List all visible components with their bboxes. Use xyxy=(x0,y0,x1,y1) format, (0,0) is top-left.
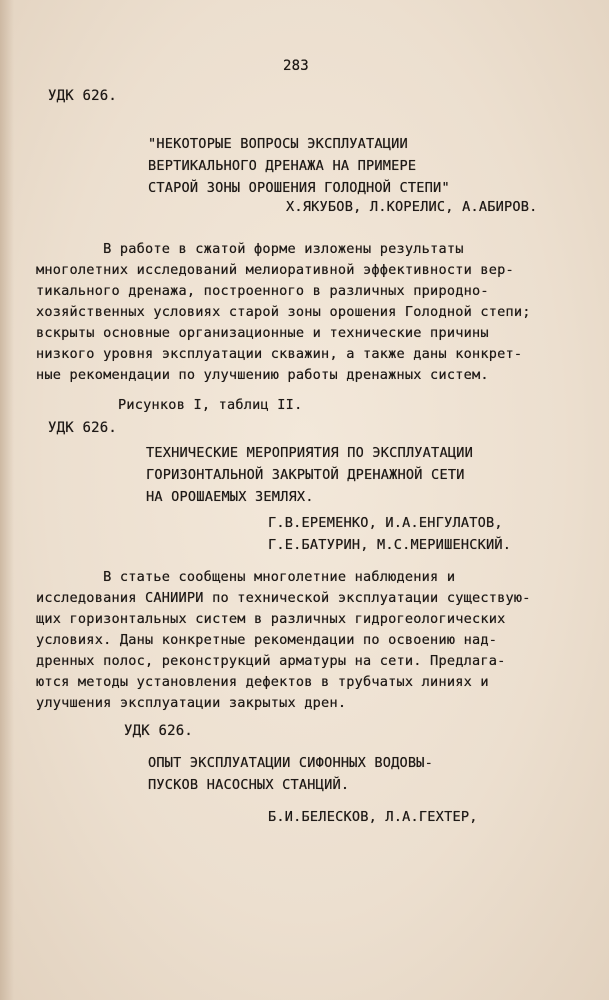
abstract-line: тикального дренажа, построенного в различных природно- xyxy=(36,283,489,299)
title-line: СТАРОЙ ЗОНЫ ОРОШЕНИЯ ГОЛОДНОЙ СТЕПИ" xyxy=(148,180,450,196)
abstract-line: исследования САНИИРИ по технической эксплуатации существую- xyxy=(36,590,531,606)
abstract xyxy=(36,567,531,714)
abstract-line: низкого уровня эксплуатации скважин, а также даны конкрет- xyxy=(36,346,523,362)
title-line: ГОРИЗОНТАЛЬНОЙ ЗАКРЫТОЙ ДРЕНАЖНОЙ СЕТИ xyxy=(146,467,465,483)
abstract-line: условиях. Даны конкретные рекомендации по освоению над- xyxy=(36,632,498,648)
abstract-line: В работе в сжатой форме изложены результаты xyxy=(36,241,464,257)
authors xyxy=(268,512,511,556)
abstract-line: ются методы установления дефектов в трубчатых линиях и xyxy=(36,674,489,690)
title-line: ОПЫТ ЭКСПЛУАТАЦИИ СИФОННЫХ ВОДОВЫ- xyxy=(148,755,434,771)
abstract-line: многолетних исследований мелиоративной эффективности вер- xyxy=(36,262,514,278)
figures-note: Рисунков I, таблиц II. xyxy=(118,397,303,413)
author-line: Г.В.ЕРЕМЕНКО, И.А.ЕНГУЛАТОВ, xyxy=(268,515,503,531)
author-line: Г.Е.БАТУРИН, М.С.МЕРИШЕНСКИЙ. xyxy=(268,537,512,553)
article-title xyxy=(148,133,450,199)
abstract-line: ные рекомендации по улучшению работы дренажных систем. xyxy=(36,367,489,383)
authors: Х.ЯКУБОВ, Л.КОРЕЛИС, А.АБИРОВ. xyxy=(286,199,538,215)
authors: Б.И.БЕЛЕСКОВ, Л.А.ГЕХТЕР, xyxy=(268,809,478,825)
abstract-line: улучшения эксплуатации закрытых дрен. xyxy=(36,695,347,711)
title-line: ПУСКОВ НАСОСНЫХ СТАНЦИЙ. xyxy=(148,777,350,793)
title-line: "НЕКОТОРЫЕ ВОПРОСЫ ЭКСПЛУАТАЦИИ xyxy=(148,136,408,152)
abstract-line: хозяйственных условиях старой зоны орошения Голодной степи; xyxy=(36,304,531,320)
article-title xyxy=(146,442,473,508)
abstract-line: дренных полос, реконструкций арматуры на сети. Предлага- xyxy=(36,653,506,669)
abstract-line: вскрыты основные организационные и технические причины xyxy=(36,325,489,341)
abstract-line: В статье сообщены многолетние наблюдения и xyxy=(36,569,456,585)
page-number: 283 xyxy=(283,58,309,74)
title-line: НА ОРОШАЕМЫХ ЗЕМЛЯХ. xyxy=(146,489,314,505)
udk-code: УДК 626. xyxy=(48,420,118,436)
abstract-line: щих горизонтальных систем в различных гидрогеологических xyxy=(36,611,506,627)
udk-code: УДК 626. xyxy=(124,723,194,739)
udk-code: УДК 626. xyxy=(48,88,118,104)
title-line: ВЕРТИКАЛЬНОГО ДРЕНАЖА НА ПРИМЕРЕ xyxy=(148,158,417,174)
title-line: ТЕХНИЧЕСКИЕ МЕРОПРИЯТИЯ ПО ЭКСПЛУАТАЦИИ xyxy=(146,445,473,461)
article-title xyxy=(148,752,433,796)
abstract xyxy=(36,239,531,386)
